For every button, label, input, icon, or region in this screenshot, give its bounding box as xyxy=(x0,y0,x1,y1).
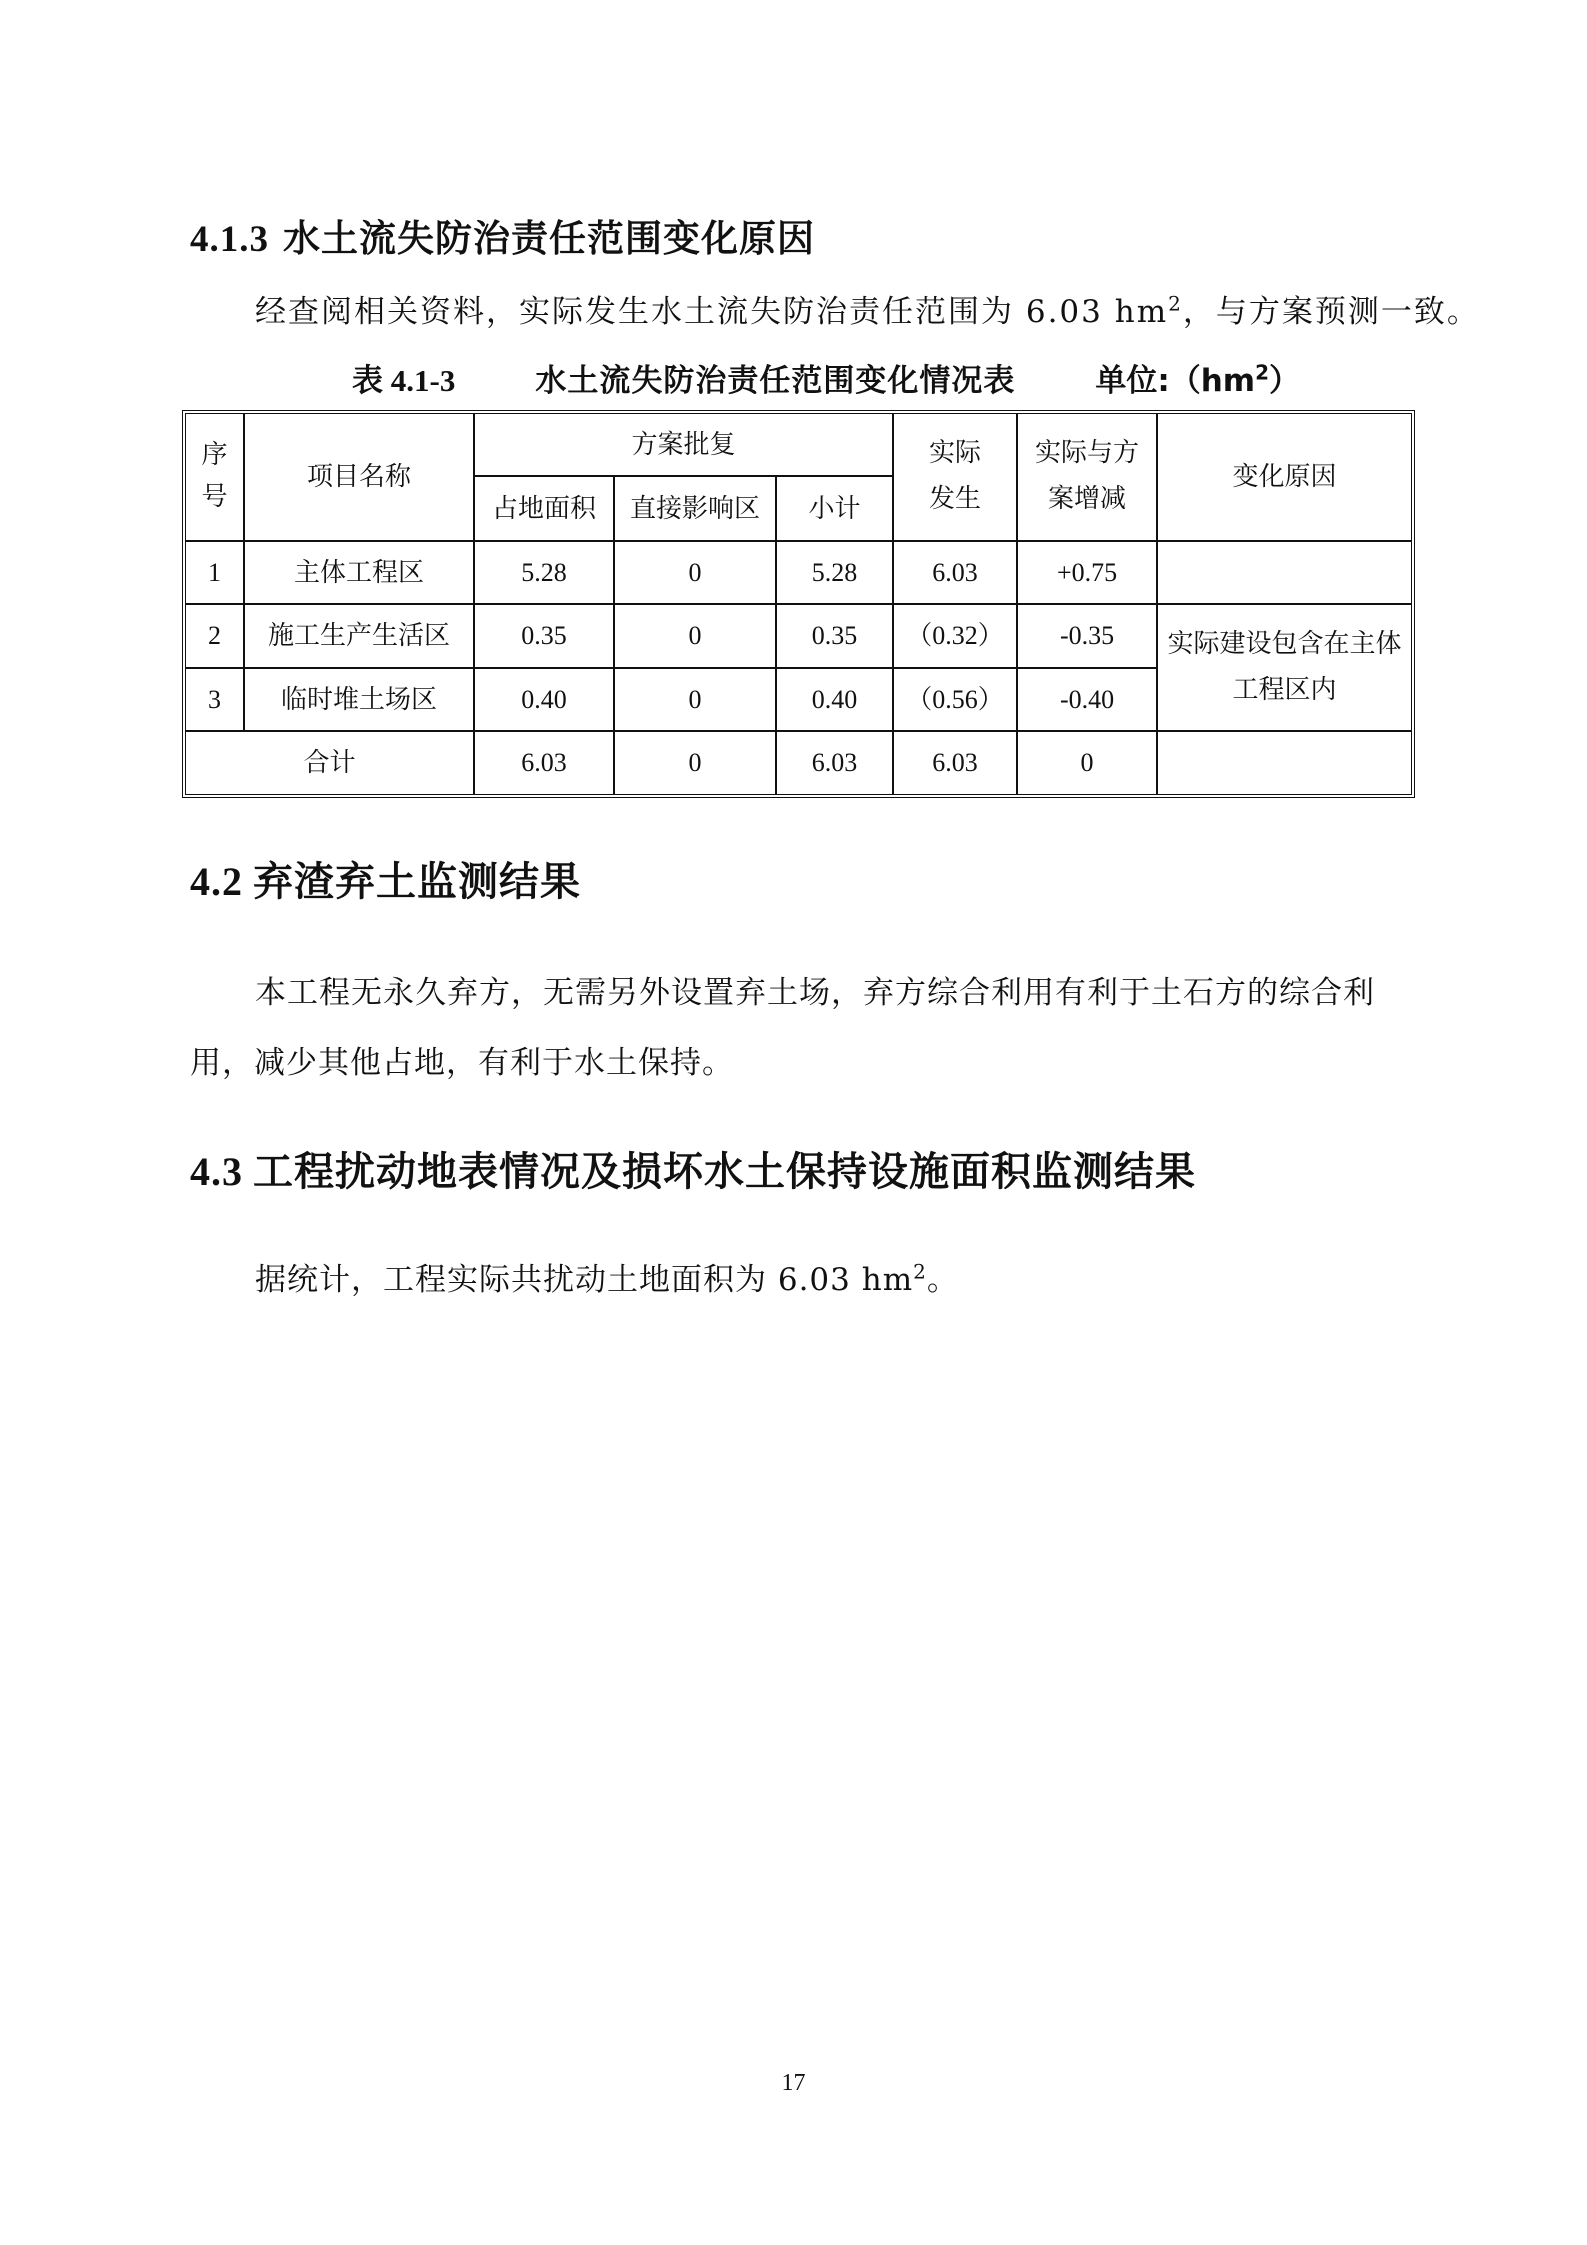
paragraph-spoil: 本工程无永久弃方，无需另外设置弃土场，弃方综合利用有利于土石方的综合利用，减少其他占地，有利于水土保持。 xyxy=(190,975,1375,1081)
cell-seq: 1 xyxy=(186,541,244,605)
section-heading-4-2 xyxy=(190,850,581,907)
cell-direct: 0 xyxy=(614,604,776,668)
cell-total-label: 合计 xyxy=(186,731,474,794)
cell-reason-empty xyxy=(1157,541,1411,605)
cell-direct: 0 xyxy=(614,541,776,605)
cell-diff: +0.75 xyxy=(1017,541,1157,605)
cell-name: 施工生产生活区 xyxy=(244,604,474,668)
header-plan-subtotal: 小计 xyxy=(776,476,893,541)
header-plan-area: 占地面积 xyxy=(474,476,614,541)
section-heading-4-3 xyxy=(190,1140,1196,1197)
cell-actual: （0.56） xyxy=(893,668,1017,732)
table-unit: 单位$:(hm^2)$ xyxy=(1095,360,1301,399)
cell-subtotal: 5.28 xyxy=(776,541,893,605)
header-plan-direct: 直接影响区 xyxy=(614,476,776,541)
cell-area: 5.28 xyxy=(474,541,614,605)
cell-area: 0.35 xyxy=(474,604,614,668)
table-caption xyxy=(352,355,1300,400)
paragraph-responsibility-scope: 经查阅相关资料，实际发生水土流失防治责任范围为 6.03 $hm^2$，与方案预测一致。 xyxy=(255,291,1480,330)
header-actual: 实际 发生 xyxy=(893,414,1017,541)
cell-seq: 2 xyxy=(186,604,244,668)
cell-total-reason-empty xyxy=(1157,731,1411,794)
scope-change-table xyxy=(182,410,1415,798)
cell-subtotal: 0.35 xyxy=(776,604,893,668)
section-title: 弃渣弃土监测结果 xyxy=(253,859,581,905)
cell-subtotal: 0.40 xyxy=(776,668,893,732)
section-title: 工程扰动地表情况及损坏水土保持设施面积监测结果 xyxy=(253,1149,1196,1195)
header-diff: 实际与方 案增减 xyxy=(1017,414,1157,541)
header-name: 项目名称 xyxy=(244,414,474,541)
cell-total-area: 6.03 xyxy=(474,731,614,794)
header-reason: 变化原因 xyxy=(1157,414,1411,541)
cell-diff: -0.35 xyxy=(1017,604,1157,668)
cell-diff: -0.40 xyxy=(1017,668,1157,732)
section-title: 水土流失防治责任范围变化原因 xyxy=(283,217,815,260)
page-number: 17 xyxy=(781,2070,806,2096)
paragraph-disturbance: 据统计，工程实际共扰动土地面积为 6.03 $hm^2$。 xyxy=(255,1259,959,1298)
cell-total-subtotal: 6.03 xyxy=(776,731,893,794)
section-number: 4.1.3 xyxy=(190,219,269,260)
cell-total-direct: 0 xyxy=(614,731,776,794)
cell-actual: （0.32） xyxy=(893,604,1017,668)
table-row xyxy=(186,604,1411,668)
cell-name: 主体工程区 xyxy=(244,541,474,605)
header-plan: 方案批复 xyxy=(474,414,893,476)
cell-seq: 3 xyxy=(186,668,244,732)
section-number: 4.3 xyxy=(190,1149,243,1194)
cell-area: 0.40 xyxy=(474,668,614,732)
cell-direct: 0 xyxy=(614,668,776,732)
cell-total-diff: 0 xyxy=(1017,731,1157,794)
section-number: 4.2 xyxy=(190,859,243,904)
cell-actual: 6.03 xyxy=(893,541,1017,605)
cell-total-actual: 6.03 xyxy=(893,731,1017,794)
header-seq: 序 号 xyxy=(186,414,244,541)
table-row xyxy=(186,541,1411,605)
section-heading-4-1-3 xyxy=(190,208,815,262)
table-title: 水土流失防治责任范围变化情况表 xyxy=(535,363,1016,399)
cell-reason-merged: 实际建设包含在主体 工程区内 xyxy=(1157,604,1411,731)
table-number: 表 4.1-3 xyxy=(352,363,456,398)
table-total-row xyxy=(186,731,1411,794)
cell-name: 临时堆土场区 xyxy=(244,668,474,732)
